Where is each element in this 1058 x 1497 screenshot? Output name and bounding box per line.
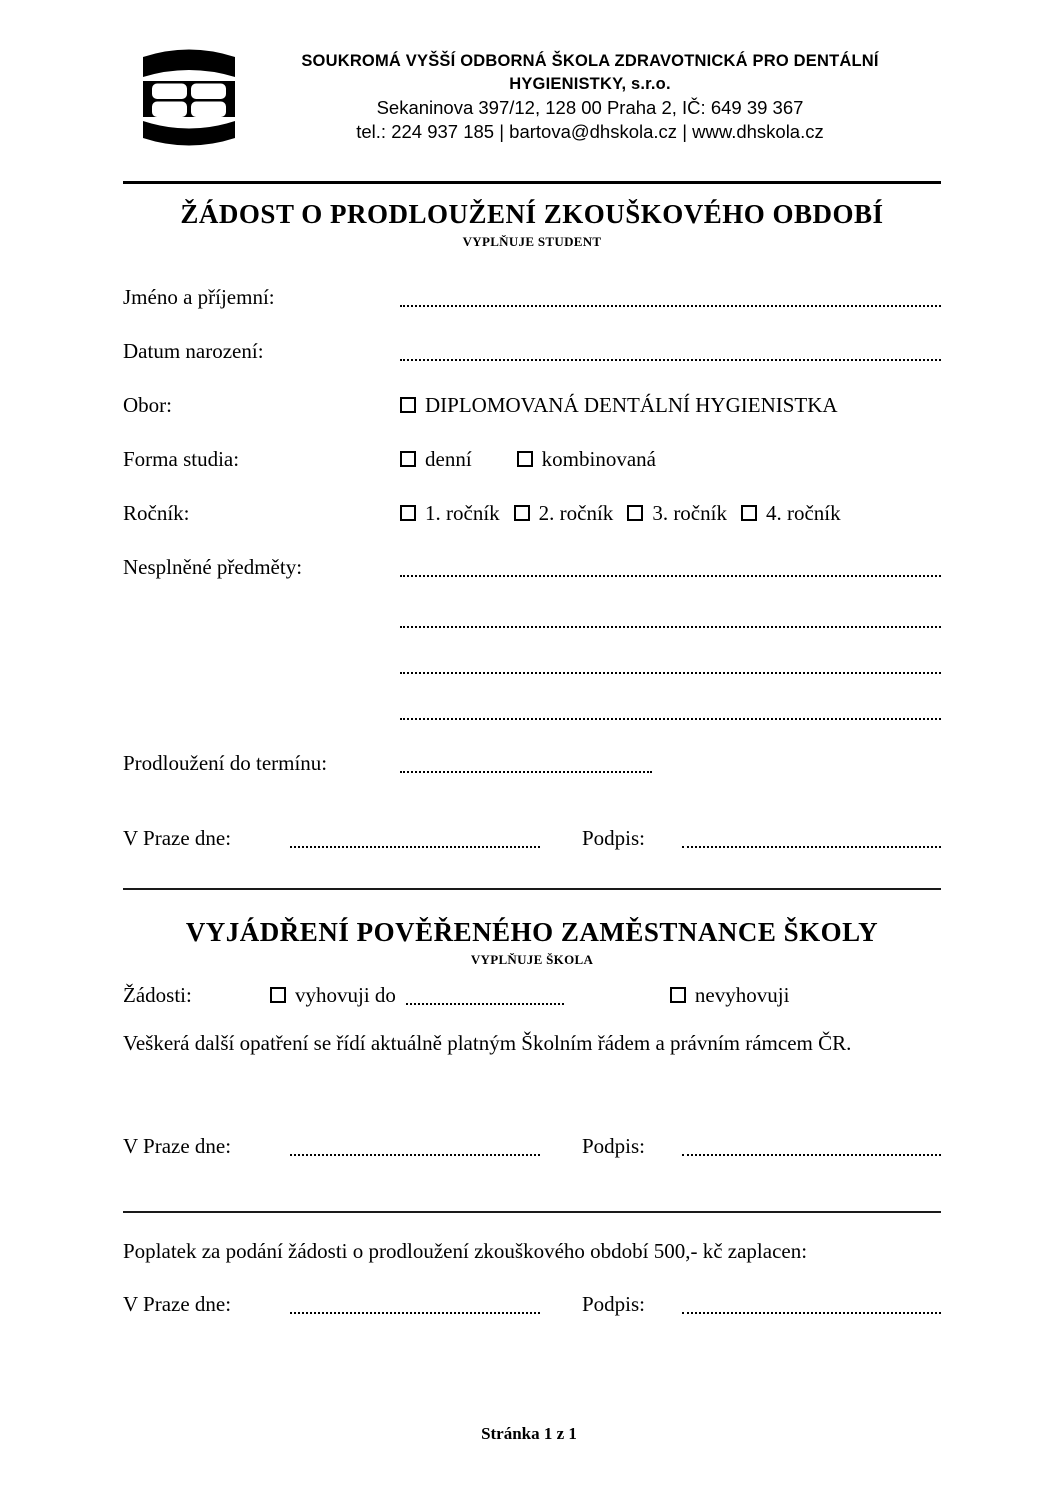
checkbox-year-1[interactable] [400, 505, 416, 521]
year-label: Ročník: [123, 501, 190, 525]
approve-option [270, 982, 406, 1009]
letterhead [123, 45, 941, 152]
checkbox-year-4[interactable] [741, 505, 757, 521]
year-2-label: 2. ročník [538, 501, 614, 525]
year-row [123, 500, 941, 527]
school-name-line1: SOUKROMÁ VYŠŠÍ ODBORNÁ ŠKOLA ZDRAVOTNICKÁ PRO DENTÁLNÍ [301, 52, 879, 70]
study-form-row [123, 446, 941, 473]
unfulfilled-subjects-fill-line-4[interactable] [400, 700, 941, 720]
program-label: Obor: [123, 393, 172, 417]
signature-label: Podpis: [582, 826, 646, 850]
school-section-title: VYJÁDŘENÍ POVĚŘENÉHO ZAMĚSTNANCE ŠKOLY [185, 917, 879, 947]
unfulfilled-subjects-extra-row [123, 700, 941, 724]
fee-paid-text: Poplatek za podání žádosti o prodloužení zkouškového období 500,- kč zaplacen: [123, 1239, 808, 1263]
date-label: V Praze dne: [123, 1292, 232, 1316]
date-fill-line[interactable] [290, 1294, 540, 1314]
extension-deadline-label: Prodloužení do termínu: [123, 751, 328, 775]
birthdate-label: Datum narození: [123, 339, 264, 363]
school-address: Sekaninova 397/12, 128 00 Praha 2, IČ: 649 39 367 [376, 97, 804, 118]
study-form-combined-label: kombinovaná [541, 447, 656, 471]
year-option-1 [400, 500, 500, 527]
fee-date-signature-row [123, 1291, 941, 1318]
student-section-subtitle: VYPLŇUJE STUDENT [462, 234, 602, 249]
reject-option [670, 982, 790, 1009]
checkbox-program-dental-hygienist[interactable] [400, 397, 416, 413]
unfulfilled-subjects-row [123, 554, 941, 581]
year-3-label: 3. ročník [652, 501, 727, 525]
name-fill-line[interactable] [400, 287, 941, 307]
unfulfilled-subjects-extra-row [123, 654, 941, 678]
school-contact: tel.: 224 937 185 | bartova@dhskola.cz | www.dhskola.cz [356, 121, 824, 142]
study-form-option-daily [400, 446, 472, 473]
student-section-title: ŽÁDOST O PRODLOUŽENÍ ZKOUŠKOVÉHO OBDOBÍ [180, 199, 884, 229]
birthdate-fill-line[interactable] [400, 341, 941, 361]
school-teeth-logo-icon [139, 45, 239, 150]
student-date-signature-row [123, 825, 941, 852]
date-fill-line[interactable] [290, 828, 540, 848]
request-label: Žádosti: [123, 983, 192, 1007]
program-option-label: DIPLOMOVANÁ DENTÁLNÍ HYGIENISTKA [425, 393, 838, 417]
program-option [400, 392, 838, 419]
year-option-2 [514, 500, 614, 527]
year-1-label: 1. ročník [425, 501, 500, 525]
signature-label: Podpis: [582, 1292, 646, 1316]
school-name-line2: HYGIENISTKY, s.r.o. [509, 75, 671, 93]
birthdate-row [123, 338, 941, 365]
signature-fill-line[interactable] [682, 1294, 941, 1314]
date-label: V Praze dne: [123, 826, 232, 850]
checkbox-reject[interactable] [670, 987, 686, 1003]
date-fill-line[interactable] [290, 1136, 540, 1156]
extension-deadline-fill-line[interactable] [400, 753, 652, 773]
checkbox-approve[interactable] [270, 987, 286, 1003]
checkbox-study-form-combined[interactable] [517, 451, 533, 467]
unfulfilled-subjects-label: Nesplněné předměty: [123, 555, 303, 579]
unfulfilled-subjects-fill-line-1[interactable] [400, 557, 941, 577]
school-date-signature-row [123, 1133, 941, 1160]
header-divider [123, 181, 941, 184]
name-label: Jméno a příjemní: [123, 285, 275, 309]
year-option-3 [627, 500, 727, 527]
section-divider [123, 1211, 941, 1213]
page-number: Stránka 1 z 1 [481, 1424, 577, 1443]
year-option-4 [741, 500, 841, 527]
study-form-label: Forma studia: [123, 447, 240, 471]
unfulfilled-subjects-fill-line-3[interactable] [400, 654, 941, 674]
signature-label: Podpis: [582, 1134, 646, 1158]
unfulfilled-subjects-fill-line-2[interactable] [400, 608, 941, 628]
year-4-label: 4. ročník [765, 501, 841, 525]
program-row [123, 392, 941, 419]
section-divider [123, 888, 941, 890]
school-rules-note: Veškerá další opatření se řídí aktuálně platným Školním řádem a právním rámcem ČR. [123, 1031, 852, 1055]
checkbox-year-2[interactable] [514, 505, 530, 521]
date-label: V Praze dne: [123, 1134, 232, 1158]
study-form-option-combined [517, 446, 656, 473]
approve-until-fill-line[interactable] [406, 985, 564, 1005]
request-decision-row [123, 982, 941, 1009]
extension-deadline-row [123, 750, 941, 777]
letterhead-text [239, 45, 941, 144]
study-form-daily-label: denní [425, 447, 472, 471]
school-section-subtitle: VYPLŇUJE ŠKOLA [470, 952, 594, 967]
student-form [123, 284, 941, 852]
reject-option-label: nevyhovuji [694, 983, 790, 1007]
checkbox-year-3[interactable] [627, 505, 643, 521]
unfulfilled-subjects-extra-row [123, 608, 941, 632]
approve-option-label: vyhovuji do [295, 983, 396, 1007]
checkbox-study-form-daily[interactable] [400, 451, 416, 467]
signature-fill-line[interactable] [682, 828, 941, 848]
signature-fill-line[interactable] [682, 1136, 941, 1156]
name-row [123, 284, 941, 311]
